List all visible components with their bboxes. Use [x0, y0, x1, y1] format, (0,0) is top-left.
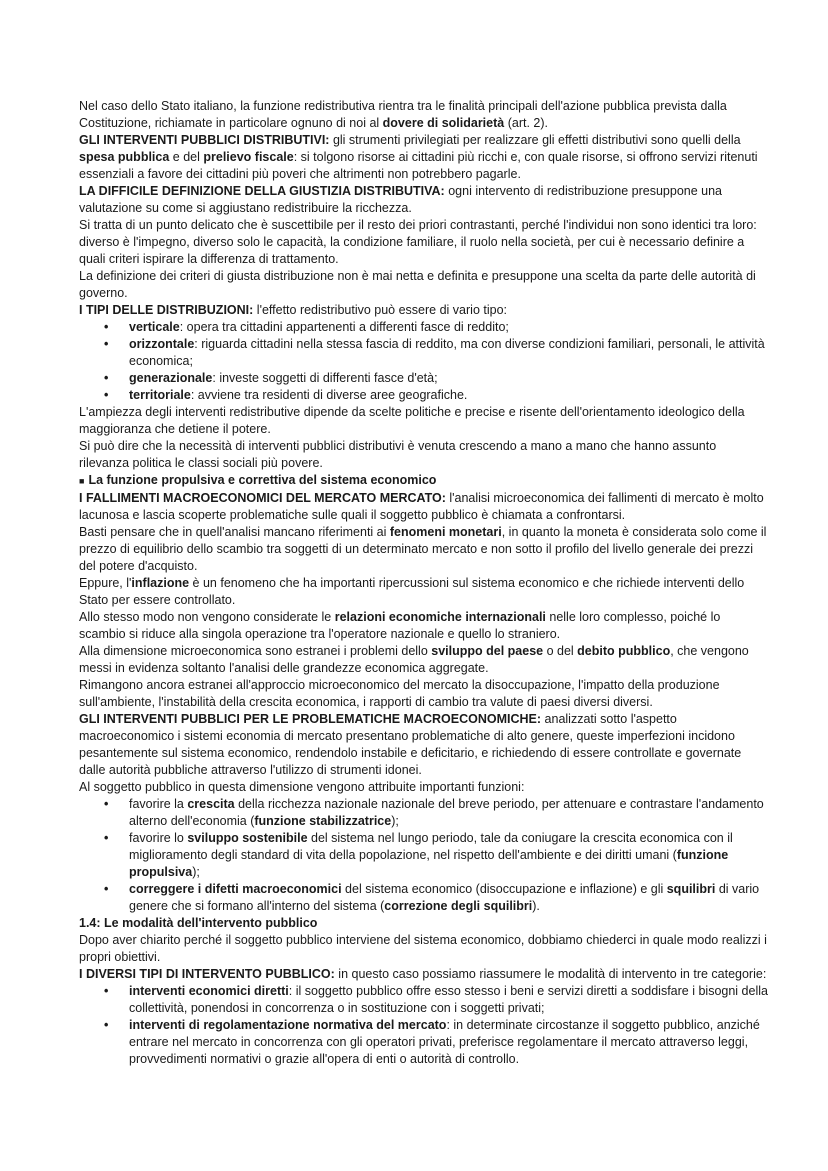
- text-run: ).: [532, 899, 540, 913]
- text-run: : il soggetto pubblico offre esso stesso i beni e servizi diretti a soddisfare i bisogni della collettività, ponendosi in concorrenza o in sostituzione con i soggetti privati;: [129, 984, 768, 1015]
- paragraph: [79, 915, 768, 932]
- text-run: l'analisi microeconomica dei fallimenti di mercato è molto lacunosa e lascia scoperte problematiche sulle quali il soggetto pubblico è chiamata a confrontarsi.: [79, 491, 764, 522]
- paragraph: [79, 609, 768, 643]
- text-run: Nel caso dello Stato italiano, la funzione redistributiva rientra tra le finalità principali dell'azione pubblica prevista dalla Costituzione, richiamate in particolare ognuno di noi al: [79, 99, 727, 130]
- text-run: Rimangono ancora estranei all'approccio microeconomico del mercato la disoccupazione, l'impatto della produzione sull'ambiente, l'instabilità della crescita economica, i rapporti di cambio tra valute di paesi diversi diversi.: [79, 678, 720, 709]
- text-run: del sistema nel lungo periodo, tale da coniugare la crescita economica con il miglioramento degli standard di vita della popolazione, nel rispetto dell'ambiente e dei diritti umani (: [129, 831, 733, 862]
- text-run: );: [391, 814, 399, 828]
- text-run: Allo stesso modo non vengono considerate le: [79, 610, 335, 624]
- paragraph: [79, 132, 768, 183]
- bold-text: 1.4: Le modalità dell'intervento pubblico: [79, 916, 318, 930]
- text-run: : opera tra cittadini appartenenti a differenti fasce di reddito;: [179, 320, 509, 334]
- text-run: di vario genere che si formano all'interno del sistema (: [129, 882, 760, 913]
- list-item: [129, 319, 768, 336]
- bold-text: orizzontale: [129, 337, 195, 351]
- bold-text: fenomeni monetari: [389, 525, 502, 539]
- paragraph: [79, 966, 768, 983]
- bold-text: crescita: [187, 797, 235, 811]
- bold-text: spesa pubblica: [79, 150, 170, 164]
- list-item: [129, 336, 768, 370]
- paragraph: [79, 575, 768, 609]
- bold-text: verticale: [129, 320, 180, 334]
- bold-text: squilibri: [666, 882, 716, 896]
- text-run: Basti pensare che in quell'analisi mancano riferimenti ai: [79, 525, 390, 539]
- bold-text: GLI INTERVENTI PUBBLICI PER LE PROBLEMATICHE MACROECONOMICHE:: [79, 712, 542, 726]
- text-run: favorire la: [129, 797, 188, 811]
- bold-text: interventi economici diretti: [129, 984, 289, 998]
- bold-text: debito pubblico: [577, 644, 671, 658]
- paragraph: [79, 711, 768, 779]
- text-run: , che vengono messi in evidenza soltanto l'analisi delle grandezze economica aggregate.: [79, 644, 749, 675]
- text-run: La definizione dei criteri di giusta distribuzione non è mai netta e definita e presuppone una scelta da parte delle autorità di governo.: [79, 269, 756, 300]
- list-item: [129, 830, 768, 881]
- bold-text: sviluppo sostenibile: [187, 831, 308, 845]
- list-item: [129, 1017, 768, 1068]
- bold-text: I DIVERSI TIPI DI INTERVENTO PUBBLICO:: [79, 967, 335, 981]
- text-run: : in determinate circostanze il soggetto pubblico, anziché entrare nel mercato in concorrenza con gli operatori privati, preferisce regolamentare il mercato attraverso leggi, provvedimenti normativi o grazie all'opera di enti o autorità di controllo.: [129, 1018, 760, 1066]
- bold-text: correggere i difetti macroeconomici: [129, 882, 342, 896]
- text-run: del sistema economico (disoccupazione e inflazione) e gli: [341, 882, 667, 896]
- text-run: : si tolgono risorse ai cittadini più ricchi e, con quale risorse, si offrono servizi ritenuti essenziali a favore dei cittadini più poveri che altrimenti non potrebbero pagarle.: [79, 150, 758, 181]
- bullet-list: [79, 796, 768, 915]
- paragraph: [79, 98, 768, 132]
- text-run: Si tratta di un punto delicato che è suscettibile per il resto dei priori contrastanti, perché l'individui non sono identici tra loro: diverso è l'impegno, diverso solo le capacità, la condizione familiare, il ruolo nella società, per cui è necessario definire a quali criteri ispirare la differenza di trattamento.: [79, 218, 757, 266]
- text-run: è un fenomeno che ha importanti ripercussioni sul sistema economico e che richiede interventi dello Stato per essere controllato.: [79, 576, 745, 607]
- text-run: , in quanto la moneta è considerata solo come il prezzo di equilibrio dello scambio tra soggetti di un determinato mercato e non sotto il profilo del livello generale dei prezzi del potere d'acquisto.: [79, 525, 767, 573]
- paragraph: [79, 677, 768, 711]
- text-run: : investe soggetti di differenti fasce d'età;: [212, 371, 438, 385]
- paragraph: [79, 643, 768, 677]
- text-run: gli strumenti privilegiati per realizzare gli effetti distributivi sono quelli della: [329, 133, 741, 147]
- bold-text: sviluppo del paese: [431, 644, 544, 658]
- list-item: [129, 881, 768, 915]
- text-run: Alla dimensione microeconomica sono estranei i problemi dello: [79, 644, 432, 658]
- bold-text: dovere di solidarietà: [382, 116, 505, 130]
- paragraph: [79, 268, 768, 302]
- text-run: Si può dire che la necessità di interventi pubblici distributivi è venuta crescendo a mano a mano che hanno assunto rilevanza politica le classi sociali più povere.: [79, 439, 717, 470]
- bold-text: relazioni economiche internazionali: [334, 610, 546, 624]
- text-run: in questo caso possiamo riassumere le modalità di intervento in tre categorie:: [334, 967, 767, 981]
- bold-text: prelievo fiscale: [203, 150, 294, 164]
- paragraph: [79, 490, 768, 524]
- paragraph: [79, 932, 768, 966]
- list-item: [129, 370, 768, 387]
- bold-text: I FALLIMENTI MACROECONOMICI DEL MERCATO MERCATO:: [79, 491, 446, 505]
- paragraph: [79, 217, 768, 268]
- text-run: (art. 2).: [504, 116, 548, 130]
- paragraph: [79, 404, 768, 438]
- text-run: Al soggetto pubblico in questa dimensione vengono attribuite importanti funzioni:: [79, 780, 525, 794]
- bold-text: LA DIFFICILE DEFINIZIONE DELLA GIUSTIZIA DISTRIBUTIVA:: [79, 184, 445, 198]
- text-run: nelle loro complesso, poiché lo scambio si riduce alla singola operazione tra l'operatore nazionale e quello lo straniero.: [79, 610, 721, 641]
- bold-text: funzione propulsiva: [129, 848, 729, 879]
- text-run: favorire lo: [129, 831, 188, 845]
- section-bullet-icon: ■: [79, 476, 85, 486]
- text-run: : avviene tra residenti di diverse aree geografiche.: [190, 388, 468, 402]
- section-heading: [79, 472, 768, 490]
- bold-text: generazionale: [129, 371, 213, 385]
- text-run: e del: [169, 150, 204, 164]
- bold-text: territoriale: [129, 388, 191, 402]
- list-item: [129, 983, 768, 1017]
- text-run: o del: [543, 644, 578, 658]
- text-run: ogni intervento di redistribuzione presuppone una valutazione su come si aggiustano redistribuire la ricchezza.: [79, 184, 723, 215]
- text-run: : riguarda cittadini nella stessa fascia di reddito, ma con diverse condizioni familiari, personali, le attività economica;: [129, 337, 765, 368]
- bold-text: interventi di regolamentazione normativa del mercato: [129, 1018, 447, 1032]
- bullet-list: [79, 983, 768, 1068]
- paragraph: [79, 438, 768, 472]
- paragraph: [79, 524, 768, 575]
- bold-text: GLI INTERVENTI PUBBLICI DISTRIBUTIVI:: [79, 133, 330, 147]
- paragraph: [79, 302, 768, 319]
- text-run: Dopo aver chiarito perché il soggetto pubblico interviene del sistema economico, dobbiamo chiederci in quale modo realizzi i propri obiettivi.: [79, 933, 767, 964]
- list-item: [129, 796, 768, 830]
- text-run: l'effetto redistributivo può essere di vario tipo:: [253, 303, 507, 317]
- bold-text: correzione degli squilibri: [384, 899, 533, 913]
- paragraph: [79, 183, 768, 217]
- bullet-list: [79, 319, 768, 404]
- bold-text: La funzione propulsiva e correttiva del sistema economico: [88, 473, 437, 487]
- bold-text: I TIPI DELLE DISTRIBUZIONI:: [79, 303, 254, 317]
- text-run: analizzati sotto l'aspetto macroeconomico i sistemi economia di mercato presentano problematiche di alto genere, queste imperfezioni incidono pesantemente sul sistema economico, rendendolo instabile e deficitario, e richiedendo di essere controllate e governate dalle autorità pubbliche attraverso l'utilizzo di strumenti idonei.: [79, 712, 742, 777]
- bold-text: inflazione: [131, 576, 190, 590]
- bold-text: funzione stabilizzatrice: [254, 814, 392, 828]
- list-item: [129, 387, 768, 404]
- paragraph: [79, 779, 768, 796]
- text-run: );: [192, 865, 200, 879]
- text-run: della ricchezza nazionale nazionale del breve periodo, per attenuare e contrastare l'andamento alterno dell'economia (: [129, 797, 764, 828]
- text-run: L'ampiezza degli interventi redistributive dipende da scelte politiche e precise e risente dell'orientamento ideologico della maggioranza che detiene il potere.: [79, 405, 745, 436]
- text-run: Eppure, l': [79, 576, 132, 590]
